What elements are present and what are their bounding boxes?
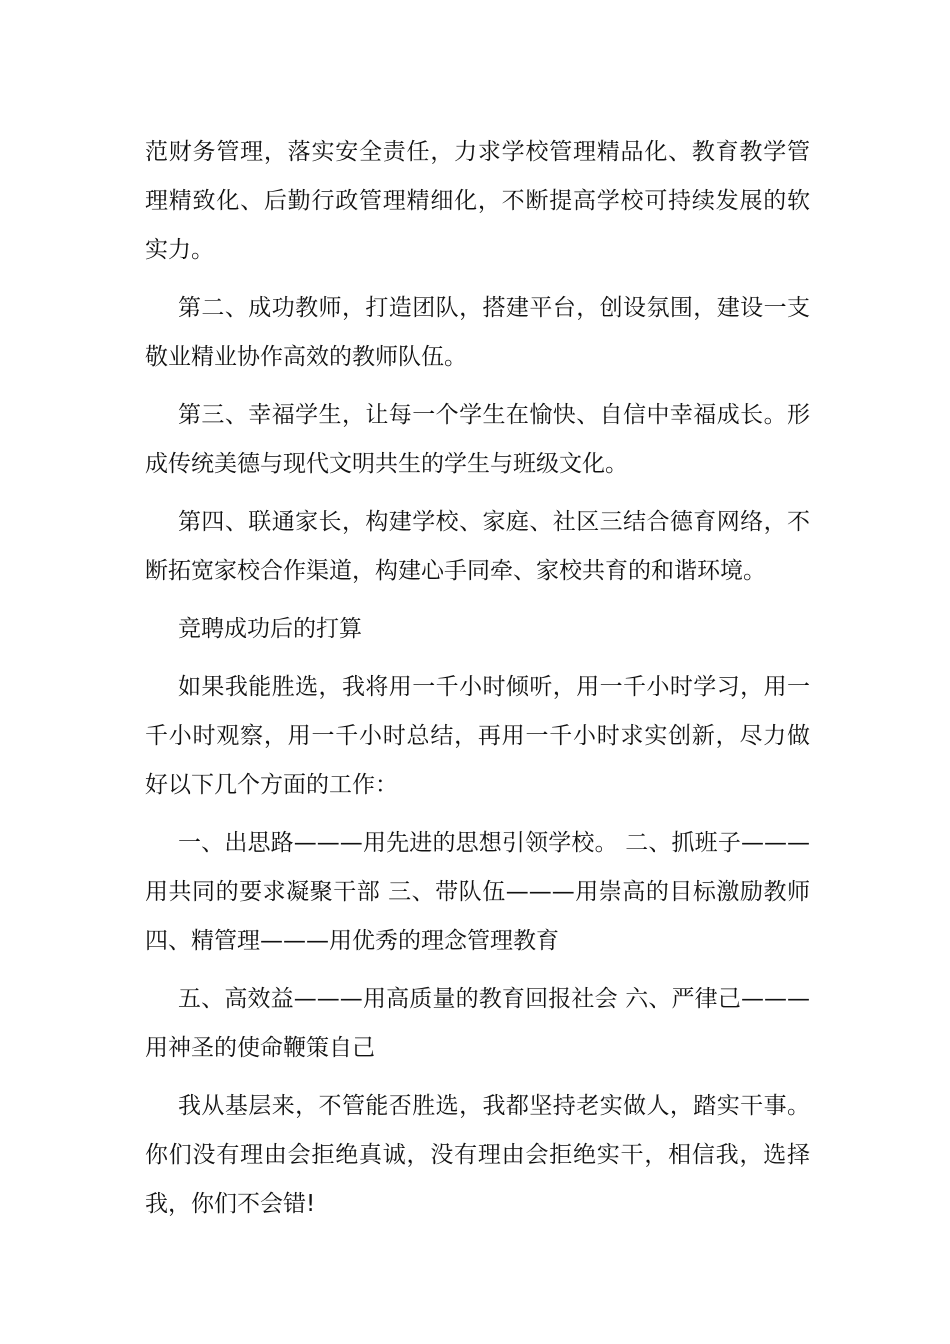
body-text [145, 128, 810, 1238]
paragraph-finance-management: 范财务管理，落实安全责任，力求学校管理精品化、教育教学管理精致化、后勤行政管理精细化，不断提高学校可持续发展的软实力。 [145, 139, 810, 263]
paragraph-students: 第三、幸福学生，让每一个学生在愉快、自信中幸福成长。形成传统美德与现代文明共生的学生与班级文化。 [145, 402, 810, 477]
paragraph-closing: 我从基层来，不管能否胜选，我都坚持老实做人，踏实干事。你们没有理由会拒绝真诚，没有理由会拒绝实干，相信我，选择我，你们不会错! [145, 1093, 810, 1217]
paragraph-items-one-to-four: 一、出思路———用先进的思想引领学校。 二、抓班子———用共同的要求凝聚干部 三、带队伍———用崇高的目标激励教师 四、精管理———用优秀的理念管理教育 [145, 830, 810, 954]
paragraph-parents: 第四、联通家长，构建学校、家庭、社区三结合德育网络，不断拓宽家校合作渠道，构建心手同牵、家校共育的和谐环境。 [145, 509, 810, 584]
section-heading-plans: 竞聘成功后的打算 [178, 616, 362, 642]
paragraph-if-elected: 如果我能胜选，我将用一千小时倾听，用一千小时学习，用一千小时观察，用一千小时总结，再用一千小时求实创新，尽力做好以下几个方面的工作： [145, 674, 810, 798]
paragraph-teachers: 第二、成功教师，打造团队，搭建平台，创设氛围，建设一支敬业精业协作高效的教师队伍。 [145, 295, 810, 370]
paragraph-items-five-six: 五、高效益———用高质量的教育回报社会 六、严律己———用神圣的使命鞭策自己 [145, 986, 810, 1061]
